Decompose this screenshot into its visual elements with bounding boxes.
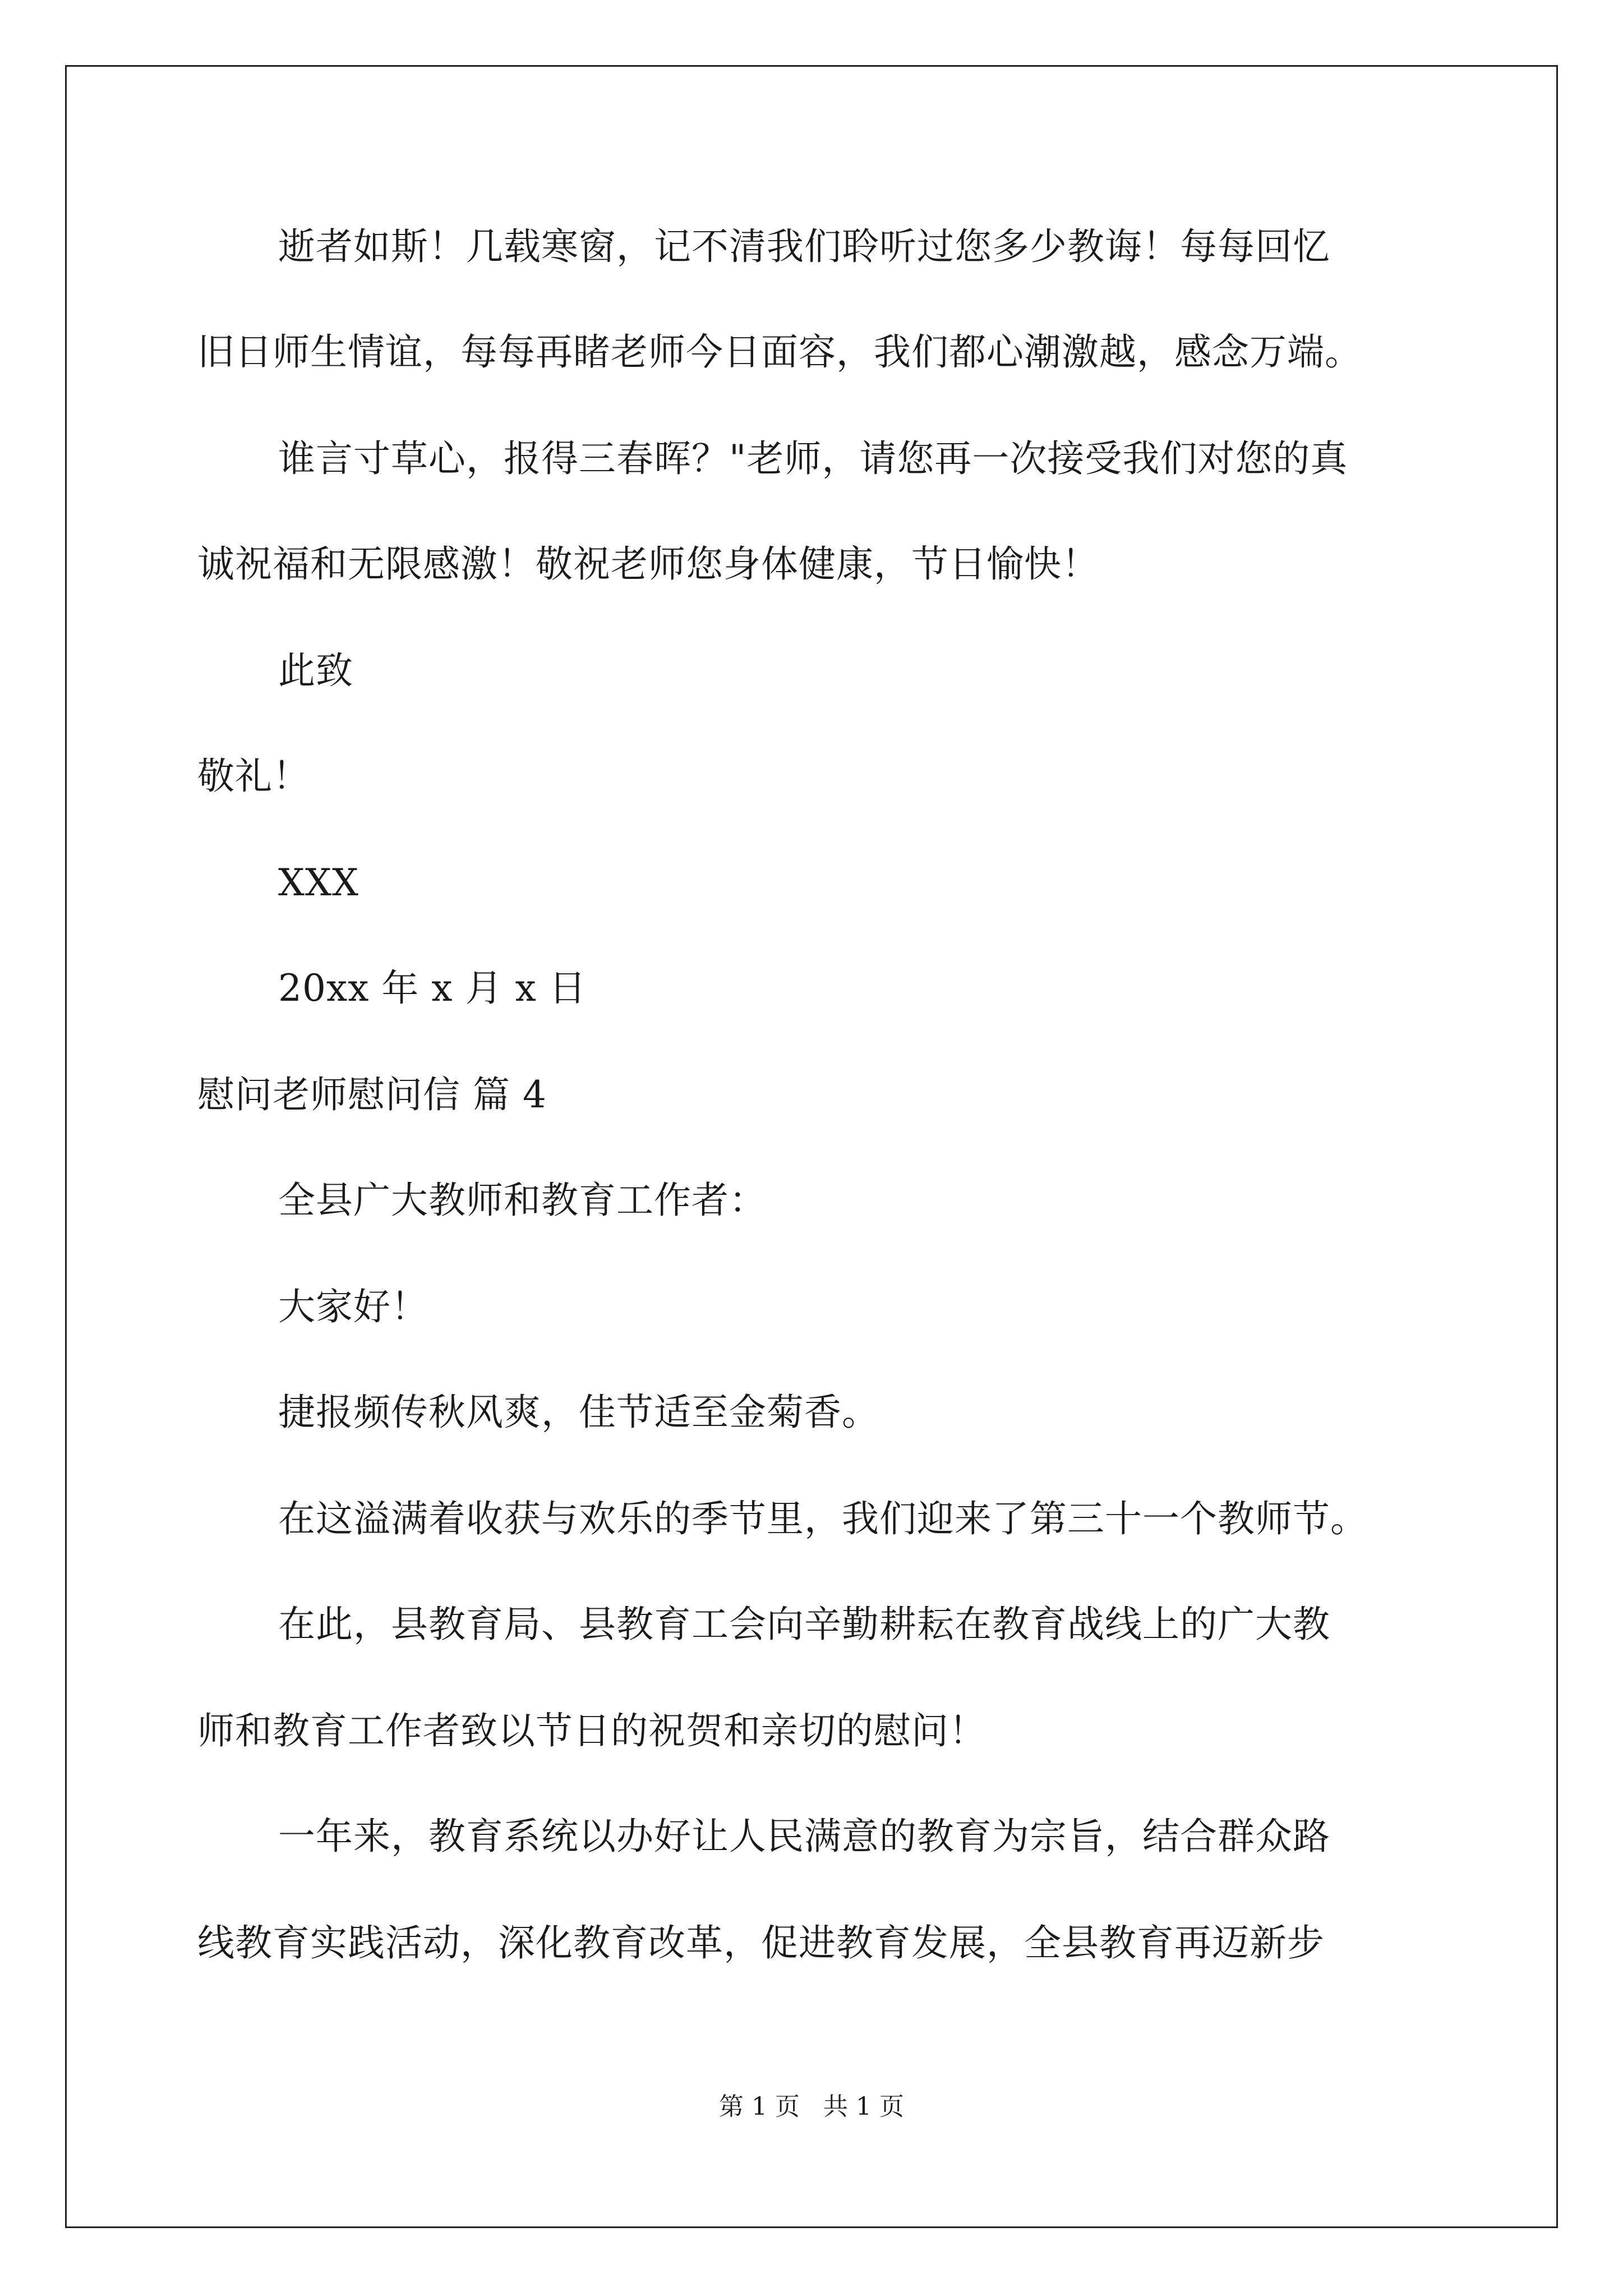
paragraph-line: 旧日师生情谊，每每再睹老师今日面容，我们都心潮激越，感念万端。 <box>197 330 1362 374</box>
paragraph-line: 一年来，教育系统以办好让人民满意的教育为宗旨，结合群众路 <box>278 1815 1330 1858</box>
signature-date: 20xx 年 x 月 x 日 <box>278 967 587 1010</box>
page-footer: 第 1 页 共 1 页 <box>719 2092 904 2121</box>
greeting-line: 大家好！ <box>278 1285 428 1328</box>
closing-salutation: 此致 <box>278 649 353 692</box>
paragraph-line: 捷报频传秋风爽，佳节适至金菊香。 <box>278 1391 879 1434</box>
page-border <box>65 65 1558 2228</box>
greeting-line: 全县广大教师和教育工作者： <box>278 1179 767 1222</box>
paragraph-line: 在此，县教育局、县教育工会向辛勤耕耘在教育战线上的广大教 <box>278 1603 1330 1646</box>
paragraph-line: 线教育实践活动，深化教育改革，促进教育发展，全县教育再迈新步 <box>197 1921 1325 1964</box>
closing-salutation: 敬礼！ <box>197 754 310 798</box>
paragraph-line: 谁言寸草心，报得三春晖？"老师，请您再一次接受我们对您的真 <box>278 437 1348 480</box>
paragraph-line: 在这溢满着收获与欢乐的季节里，我们迎来了第三十一个教师节。 <box>278 1497 1368 1540</box>
paragraph-line: 逝者如斯！几载寒窗，记不清我们聆听过您多少教诲！每每回忆 <box>278 225 1330 268</box>
signature-name: XXX <box>278 861 359 904</box>
paragraph-line: 师和教育工作者致以节日的祝贺和亲切的慰问！ <box>197 1709 986 1752</box>
section-heading: 慰问老师慰问信 篇 4 <box>197 1073 547 1116</box>
paragraph-line: 诚祝福和无限感激！敬祝老师您身体健康，节日愉快！ <box>197 542 1099 586</box>
